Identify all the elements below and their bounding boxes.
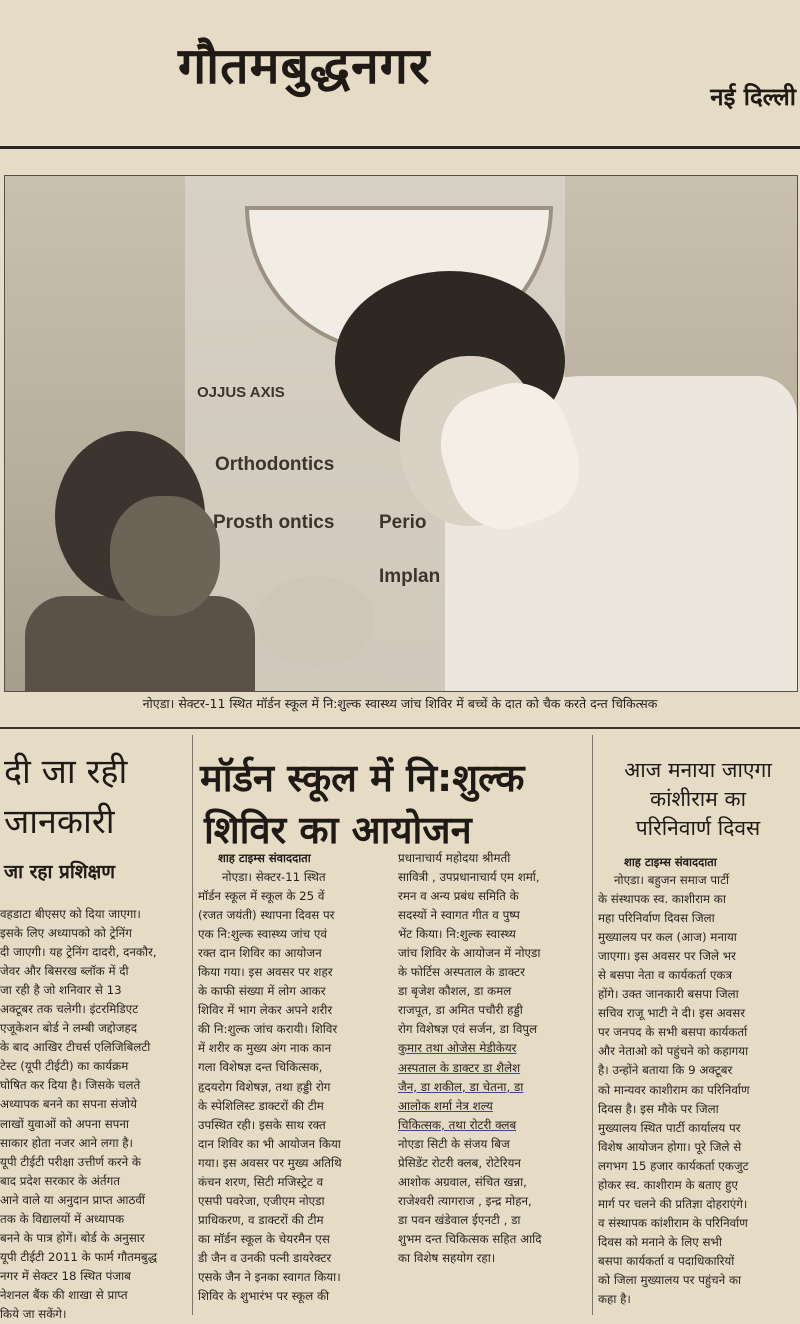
- text-line: एसके जैन ने इनका स्वागत किया।: [198, 1269, 341, 1284]
- text-line: का मॉर्डन स्कूल के चेयरमैन एस: [198, 1231, 330, 1246]
- text-line: का विशेष सहयोग रहा।: [398, 1250, 496, 1265]
- text-line: राजेश्वरी त्यागराज , इन्द्र मोहन,: [398, 1193, 532, 1208]
- text-line: कंचन शरण, सिटी मजिस्ट्रेट व: [198, 1174, 324, 1189]
- photo-caption: नोएडा। सेक्टर-11 स्थित मॉर्डन स्कूल में नि:शुल्क स्वास्थ्य जांच शिविर में बच्चें के दात को चैक करते दन्त चिकित्सक: [142, 696, 658, 711]
- right-byline: शाह टाइम्स संवाददाता: [624, 855, 717, 869]
- text-line: (रजत जयंती) स्थापना दिवस पर: [198, 908, 335, 923]
- text-line: सावित्री , उपप्रधानाचार्य एम शर्मा,: [398, 870, 540, 885]
- left-headline: [4, 747, 127, 847]
- text-line: के बाद आखिर टीचर्स एलिजिबिलटी: [0, 1040, 151, 1055]
- text-line: सदस्यों ने स्वागत गीत व पुष्प: [398, 908, 520, 923]
- text-line: शुभम दन्त चिकित्सक सहित आदि: [398, 1231, 542, 1246]
- text-line: बाद प्रदेश सरकार के अंर्तगत: [0, 1173, 120, 1188]
- text-line: में शरीर क मुख्य अंग नाक कान: [198, 1041, 332, 1056]
- masthead-rule: [0, 146, 800, 149]
- text-line: इसके लिए अध्यापको को ट्रेनिंग: [0, 926, 132, 941]
- text-line: नेशनल बैंक की शाखा से प्राप्त: [0, 1287, 128, 1302]
- headline-line: जानकारी: [4, 802, 115, 842]
- text-line: जैन, डा शकील, डा चेतना, डा: [398, 1079, 524, 1094]
- text-line: दिवस को मनाने के लिए सभी: [598, 1234, 722, 1249]
- headline-line: कांशीराम का: [649, 787, 747, 811]
- text-line: हृदयरोग विशेषज्ञ, तथा हड्डी रोग: [198, 1079, 331, 1094]
- text-line: होकर स्व. काशीराम के बताए हुए: [598, 1177, 738, 1192]
- text-line: लाखों युवाओं को अपना सपना: [0, 1116, 129, 1131]
- dentist-hand: [255, 576, 375, 666]
- text-line: के फोर्टिस अस्पताल के डाक्टर: [398, 965, 525, 980]
- right-headline: [598, 756, 798, 843]
- city-label: नई दिल्ली: [710, 83, 796, 111]
- text-line: को जिला मुख्यालय पर पहुंचने का: [598, 1272, 742, 1287]
- text-line: नोएडा। बहुजन समाज पार्टी: [614, 873, 730, 887]
- text-line: रमन व अन्य प्रबंध समिति के: [398, 889, 519, 904]
- text-line: रक्त दान शिविर का आयोजन: [198, 946, 322, 961]
- main-headline: [200, 752, 595, 856]
- child-face: [110, 496, 220, 616]
- text-line: आने वाले या अनुदान प्राप्त आठवीं: [0, 1192, 145, 1207]
- poster-text: Perio: [379, 512, 427, 533]
- text-line: एक नि:शुल्क स्वास्थ्य जांच एवं: [198, 927, 327, 942]
- main-article-col2: [398, 849, 588, 1268]
- text-line: के काफी संख्या में लोग आकर: [198, 984, 326, 999]
- text-line: डा पवन खंडेवाल ईएनटी , डा: [398, 1212, 521, 1227]
- main-byline: शाह टाइम्स संवाददाता: [218, 851, 311, 865]
- text-line: अस्पताल के डाक्टर डा शैलेश: [398, 1060, 521, 1075]
- column-divider: [192, 735, 193, 1315]
- text-line: बसपा कार्यकर्ता व पदाधिकारियों: [598, 1253, 735, 1268]
- text-line: घोषित कर दिया है। जिसके चलते: [0, 1078, 141, 1093]
- text-line: को मान्यवर काशीराम का परिनिर्वाण: [598, 1082, 750, 1097]
- text-line: डा बृजेश कौशल, डा कमल: [398, 984, 512, 999]
- text-line: है। उन्होंने बताया कि 9 अक्टूबर: [598, 1063, 733, 1078]
- caption-rule: [0, 727, 800, 729]
- text-line: लगभग 15 हजार कार्यकर्ता एकजुट: [598, 1158, 749, 1173]
- text-line: तक के विद्यालयों में अध्यापक: [0, 1211, 125, 1226]
- headline-line: मॉर्डन स्कूल में नि:शुल्क: [200, 756, 525, 800]
- text-line: जाएगा। इस अवसर पर जिले भर: [598, 949, 736, 964]
- news-photo: [4, 175, 798, 692]
- headline-line: आज मनाया जाएगा: [624, 758, 772, 782]
- text-line: और नेताओ को पहुंचने को कहागया: [598, 1044, 749, 1059]
- text-line: आशोक अग्रवाल, संचित खन्ना,: [398, 1174, 527, 1189]
- text-line: प्रेसिडेंट रोटरी क्लब, रोटेरियन: [398, 1155, 521, 1170]
- text-line: आलोक शर्मा नेत्र शल्य: [398, 1098, 493, 1113]
- text-line: सचिव राजू भाटी ने दी। इस अवसर: [598, 1006, 746, 1021]
- text-line: से बसपा नेता व कार्यकर्ता एकत्र: [598, 968, 732, 983]
- text-line: जा रही है जो शनिवार से 13: [0, 983, 122, 998]
- text-line: विशेष आयोजन होगा। पूरे जिले से: [598, 1139, 742, 1154]
- text-line: चिकित्सक, तथा रोटरी क्लब: [398, 1117, 517, 1132]
- text-line: एजूकेशन बोर्ड ने लम्बी जद्दोजहद: [0, 1021, 137, 1036]
- text-line: मुख्यालय पर कल (आज) मनाया: [598, 930, 737, 945]
- text-line: डी जैन व उनकी पत्नी डायरेक्टर: [198, 1250, 332, 1265]
- masthead: [0, 0, 800, 150]
- text-line: भेंट किया। नि:शुल्क स्वास्थ्य: [398, 927, 516, 942]
- text-line: मॉर्डन स्कूल में स्कूल के 25 वें: [198, 889, 325, 904]
- text-line: पर जनपद के सभी बसपा कार्यकर्ता: [598, 1025, 748, 1040]
- text-line: कहा है।: [598, 1292, 631, 1307]
- text-line: टेस्ट (यूपी टीईटी) का कार्यक्रम: [0, 1059, 129, 1074]
- text-line: गला विशेषज्ञ दन्त चिकित्सक,: [198, 1060, 323, 1075]
- poster-text: OJJUS AXIS: [197, 384, 285, 401]
- text-line: होंगे। उक्त जानकारी बसपा जिला: [598, 987, 739, 1002]
- main-article-col1: [198, 868, 388, 1306]
- poster-text: Orthodontics: [215, 454, 335, 475]
- text-line: दान शिविर का भी आयोजन किया: [198, 1136, 341, 1151]
- text-line: मार्ग पर चलने की प्रतिज्ञा दोहराएंगे।: [598, 1196, 748, 1211]
- section-title: गौतमबुद्धनगर: [178, 37, 431, 95]
- text-line: वहडाटा बीएसए को दिया जाएगा।: [0, 907, 141, 921]
- text-line: एसपी पवरेजा, एजीएम नोएडा: [198, 1193, 325, 1208]
- text-line: उपस्थित रही। इसके साथ रक्त: [198, 1117, 326, 1132]
- poster-text: Implan: [379, 566, 441, 587]
- text-line: यूपी टीईटी परीक्षा उत्तीर्ण करने के: [0, 1154, 141, 1169]
- text-line: के स्पेशिलिस्ट डाक्टरों की टीम: [198, 1098, 324, 1113]
- text-line: किये जा सकेंगे।: [0, 1306, 67, 1321]
- text-line: मुख्यालय स्थित पार्टी कार्यालय पर: [598, 1120, 741, 1135]
- headline-line: परिनिवार्ण दिवस: [635, 816, 761, 840]
- text-line: प्रधानाचार्य महोदया श्रीमती: [398, 851, 511, 865]
- text-line: जेवर और बिसरख ब्लॉक में दी: [0, 964, 129, 979]
- text-line: दी जाएगी। यह ट्रेनिंग दादरी, दनकौर,: [0, 945, 157, 960]
- text-line: शिविर के शुभारंभ पर स्कूल की: [198, 1289, 330, 1304]
- text-line: साकार होता नजर आने लगा है।: [0, 1135, 133, 1150]
- text-line: अक्टूबर तक चलेगी। इंटरमिडिएट: [0, 1002, 139, 1017]
- text-line: के संस्थापक स्व. काशीराम का: [598, 892, 726, 907]
- text-line: दिवस है। इस मौके पर जिला: [598, 1101, 719, 1116]
- text-line: नोएडा सिटी के संजय बिज: [398, 1136, 510, 1151]
- text-line: यूपी टीईटी 2011 के फार्म गौतमबुद्ध: [0, 1249, 158, 1264]
- text-line: प्राधिकरण, व डाक्टरों की टीम: [198, 1212, 324, 1227]
- text-line: नोएडा। सेक्टर-11 स्थित: [222, 870, 326, 884]
- text-line: नगर में सेक्टर 18 स्थित पंजाब: [0, 1268, 131, 1283]
- text-line: किया गया। इस अवसर पर शहर: [198, 965, 333, 980]
- text-line: की नि:शुल्क जांच करायी। शिविर: [198, 1022, 338, 1037]
- text-line: गया। इस अवसर पर मुख्य अतिथि: [198, 1155, 342, 1170]
- headline-line: शिविर का आयोजन: [204, 808, 472, 852]
- text-line: जांच शिविर के आयोजन में नोएडा: [398, 946, 541, 961]
- left-article-body: [0, 905, 184, 1324]
- headline-line: दी जा रही: [4, 752, 128, 792]
- text-line: अध्यापक बनने का सपना संजोये: [0, 1097, 137, 1112]
- left-subhead: जा रहा प्रशिक्षण: [4, 861, 116, 883]
- text-line: कुमार तथा ओजेस मेडीकेयर: [398, 1041, 517, 1056]
- text-line: व संस्थापक कांशीराम के परिनिर्वाण: [598, 1215, 748, 1230]
- right-article-body: [598, 871, 798, 1309]
- text-line: महा परिनिर्वाण दिवस जिला: [598, 911, 715, 926]
- poster-text: Prosth ontics: [213, 512, 335, 533]
- text-line: राजपूत, डा अमित पचौरी हड्डी: [398, 1003, 523, 1018]
- text-line: शिविर में भाग लेकर अपने शरीर: [198, 1003, 333, 1018]
- text-line: रोग विशेषज्ञ एवं सर्जन, डा विपुल: [398, 1022, 538, 1037]
- text-line: बनने के पात्र होगें। बोर्ड के अनुसार: [0, 1230, 145, 1245]
